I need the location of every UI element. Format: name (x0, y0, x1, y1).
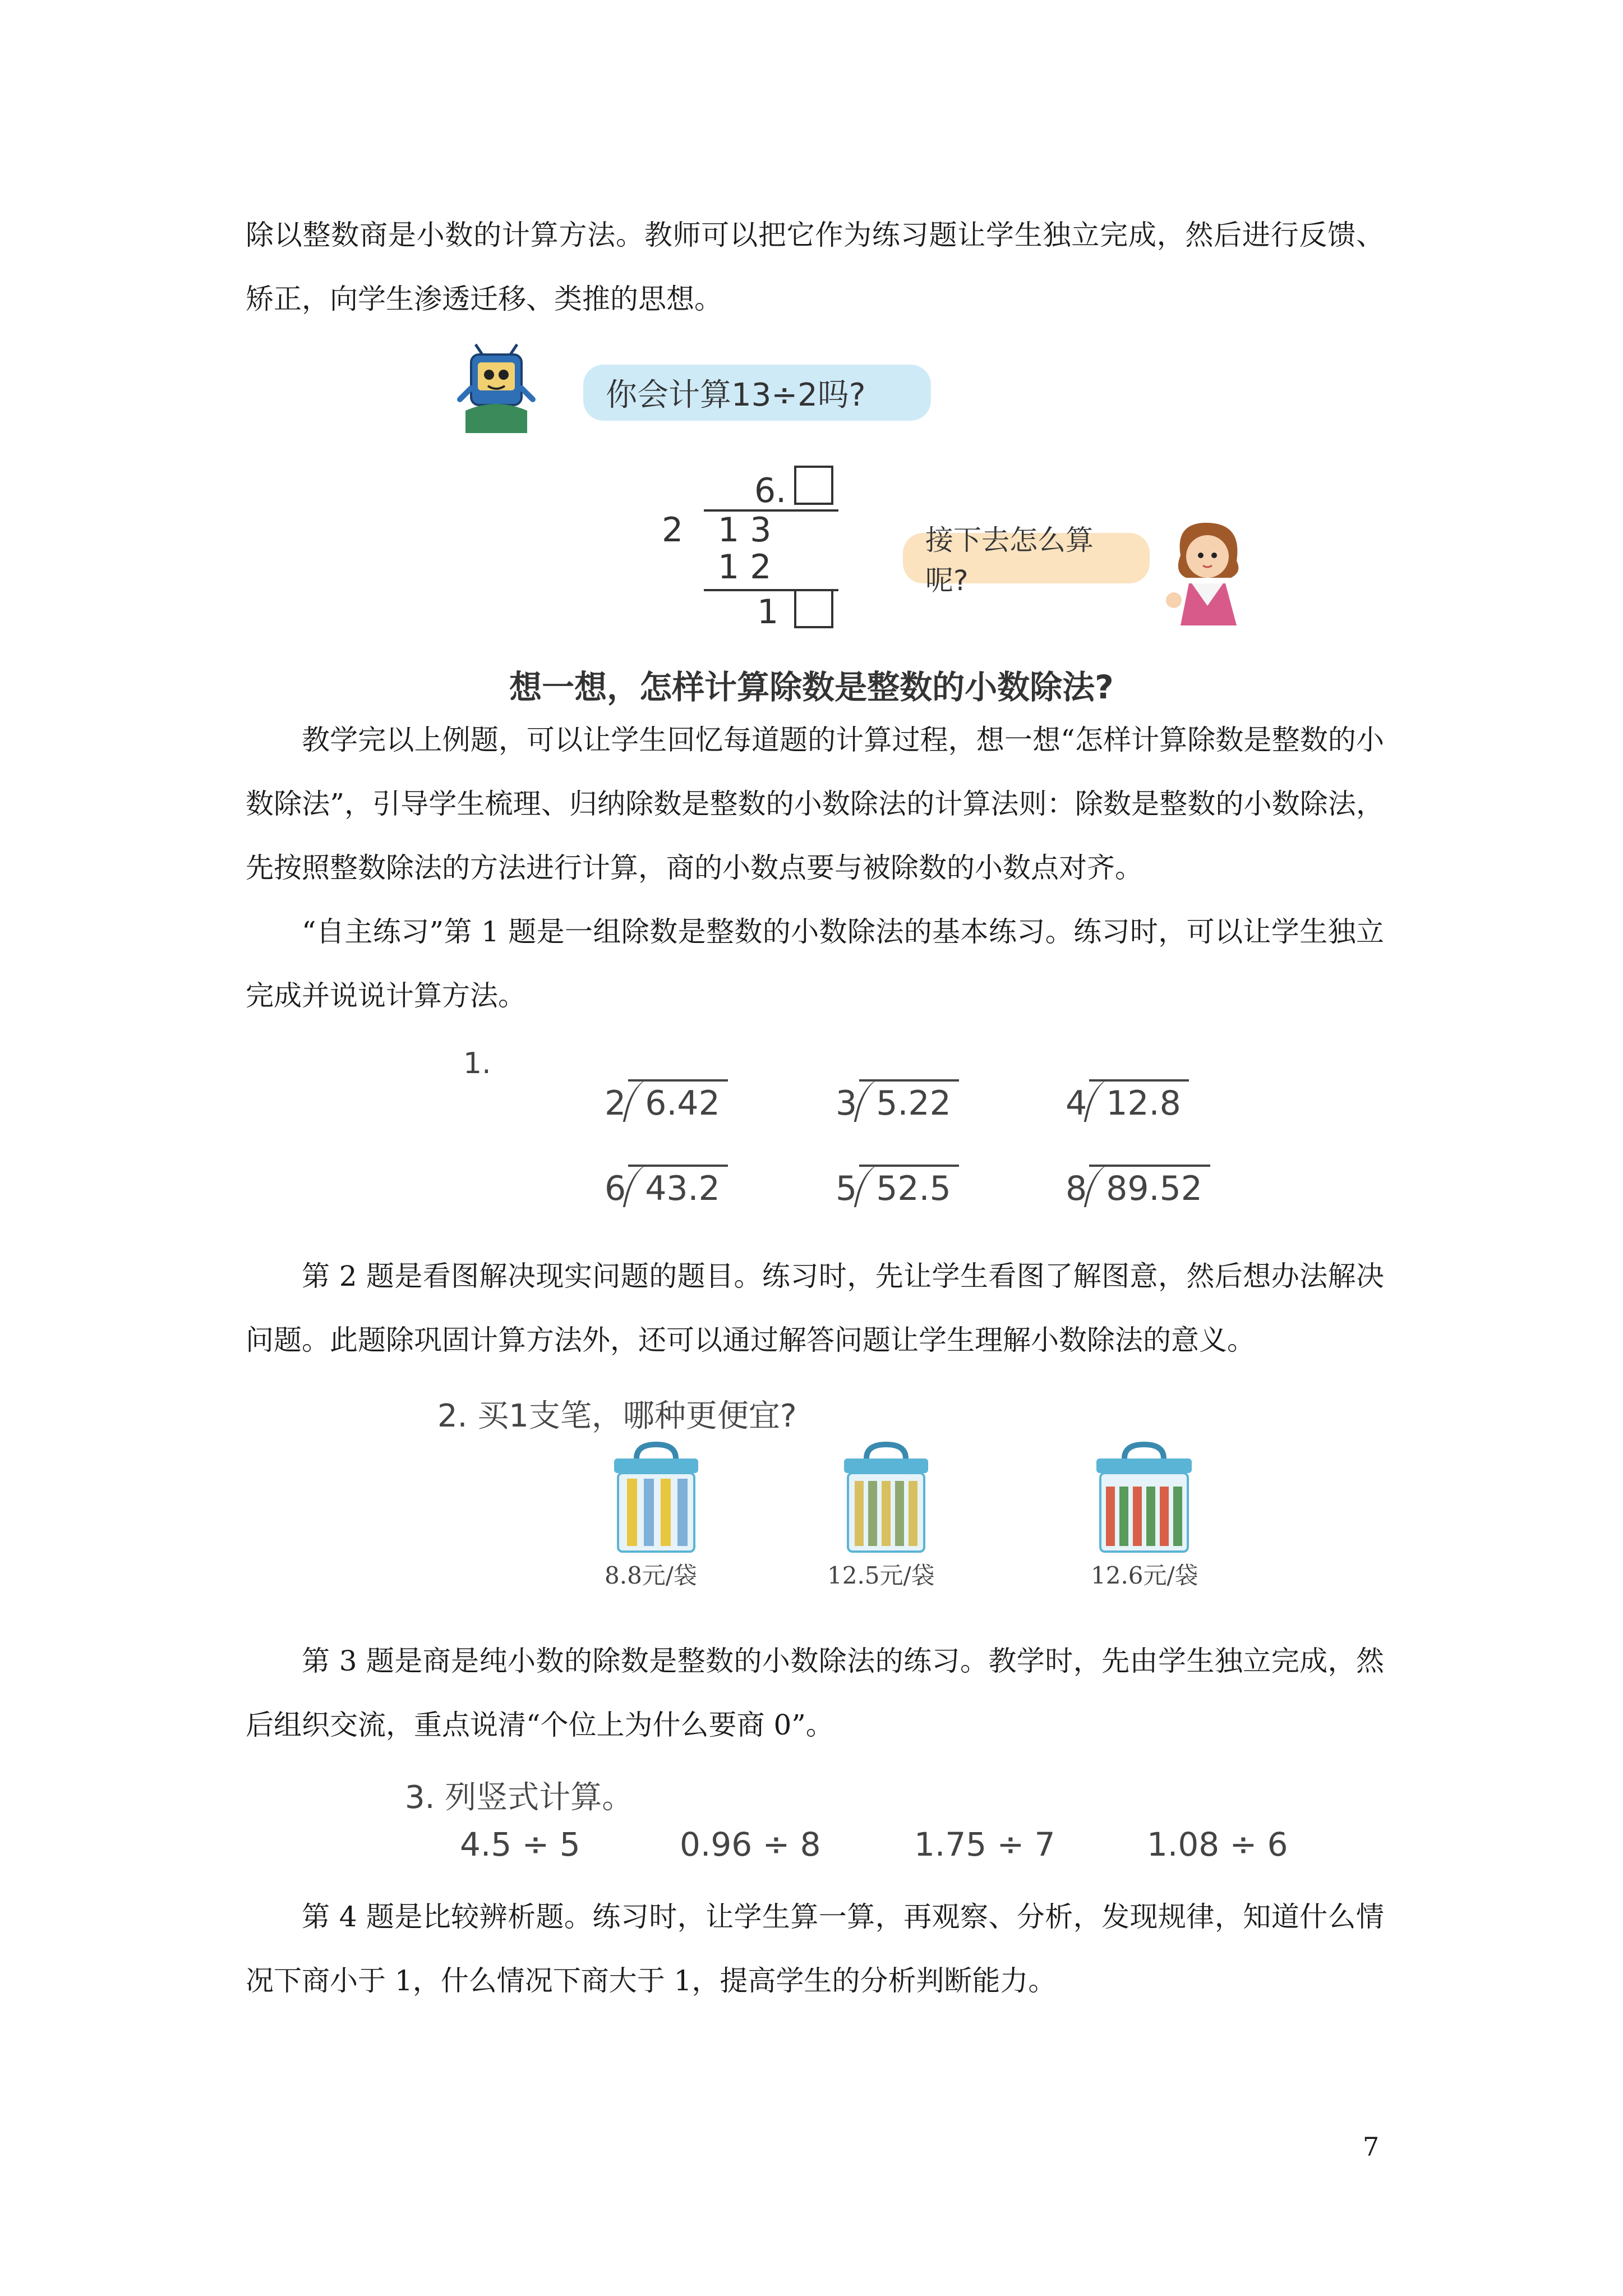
division-item-6 (1066, 1165, 1210, 1208)
paragraph-exercise4-intro: 第 4 题是比较辨析题。练习时，让学生算一算，再观察、分析，发现规律，知道什么情况下商小于 1，什么情况下商大于 1，提高学生的分析判断能力。 (246, 1901, 1384, 1997)
paragraph-exercise1-intro: “自主练习”第 1 题是一组除数是整数的小数除法的基本练习。练习时，可以让学生独立完成并说说计算方法。 (246, 915, 1384, 1012)
dividend-text: 1 3 (718, 510, 772, 550)
bag-3-price: 12.6元/袋 (1091, 1562, 1198, 1589)
pen-bag-2-icon (836, 1442, 937, 1554)
division-item-4 (605, 1165, 728, 1208)
paragraph-intro: 除以整数商是小数的计算方法。教师可以把它作为练习题让学生独立完成，然后进行反馈、矫正，向学生渗透迁移、类推的思想。 (246, 219, 1384, 315)
long-division-13-by-2 (662, 466, 864, 634)
girl-bubble-text: 接下去怎么算呢? (925, 524, 1094, 597)
bag-1-price: 8.8元/袋 (605, 1562, 697, 1589)
expression-3: 1.75 ÷ 7 (914, 1825, 1055, 1864)
paragraph-exercise2-intro: 第 2 题是看图解决现实问题的题目。练习时，先让学生看图了解图意，然后想办法解决问题。此题除巩固计算方法外，还可以通过解答问题让学生理解小数除法的意义。 (246, 1260, 1384, 1356)
dividend: 89.52 (1089, 1165, 1210, 1208)
remainder-blank-box (794, 589, 833, 628)
page-number: 7 (1363, 2132, 1380, 2162)
divisor: 8 (1066, 1169, 1087, 1208)
dividend: 43.2 (628, 1165, 728, 1208)
robot-mascot-icon (449, 343, 544, 439)
expression-2: 0.96 ÷ 8 (680, 1825, 821, 1864)
expression-4: 1.08 ÷ 6 (1147, 1825, 1288, 1864)
dividend: 52.5 (859, 1165, 959, 1208)
exercise2-title: 2. 买1支笔，哪种更便宜? (437, 1398, 797, 1434)
division-item-5 (836, 1165, 959, 1208)
dividend: 5.22 (859, 1079, 959, 1123)
divisor: 2 (605, 1084, 626, 1123)
division-item-3 (1066, 1079, 1189, 1123)
division-item-1 (605, 1079, 728, 1123)
quotient-text: 6. (754, 471, 787, 510)
girl-character-icon (1158, 516, 1253, 628)
dividend: 12.8 (1089, 1079, 1189, 1123)
quotient-blank-box (794, 466, 833, 505)
paragraph-exercise3-intro: 第 3 题是商是纯小数的除数是整数的小数除法的练习。教学时，先由学生独立完成，然后组织交流，重点说清“个位上为什么要商 0”。 (246, 1645, 1384, 1741)
remainder-text: 1 (757, 592, 779, 632)
divisor: 5 (836, 1169, 857, 1208)
robot-speech-bubble (583, 365, 931, 421)
expression-1: 4.5 ÷ 5 (460, 1825, 580, 1864)
robot-bubble-text: 你会计算13÷2吗? (606, 377, 866, 413)
divisor: 4 (1066, 1084, 1087, 1123)
division-item-2 (836, 1079, 959, 1123)
think-heading: 想一想，怎样计算除数是整数的小数除法? (509, 668, 1114, 706)
girl-speech-bubble (903, 524, 1150, 597)
exercise1-number: 1. (463, 1047, 491, 1080)
exercise3-title: 3. 列竖式计算。 (405, 1779, 634, 1816)
paragraph-summary: 教学完以上例题，可以让学生回忆每道题的计算过程，想一想“怎样计算除数是整数的小数除法”，引导学生梳理、归纳除数是整数的小数除法的计算法则：除数是整数的小数除法，先按照整数除法的方法进行计算，商的小数点要与被除数的小数点对齐。 (246, 724, 1384, 884)
bag-2-price: 12.5元/袋 (827, 1562, 935, 1589)
divisor: 3 (836, 1084, 857, 1123)
divisor-text: 2 (662, 510, 684, 550)
product-text: 1 2 (718, 547, 772, 587)
dividend: 6.42 (628, 1079, 728, 1123)
pen-bag-1-icon (606, 1442, 707, 1554)
pen-bag-3-icon (1088, 1442, 1200, 1554)
divisor: 6 (605, 1169, 626, 1208)
